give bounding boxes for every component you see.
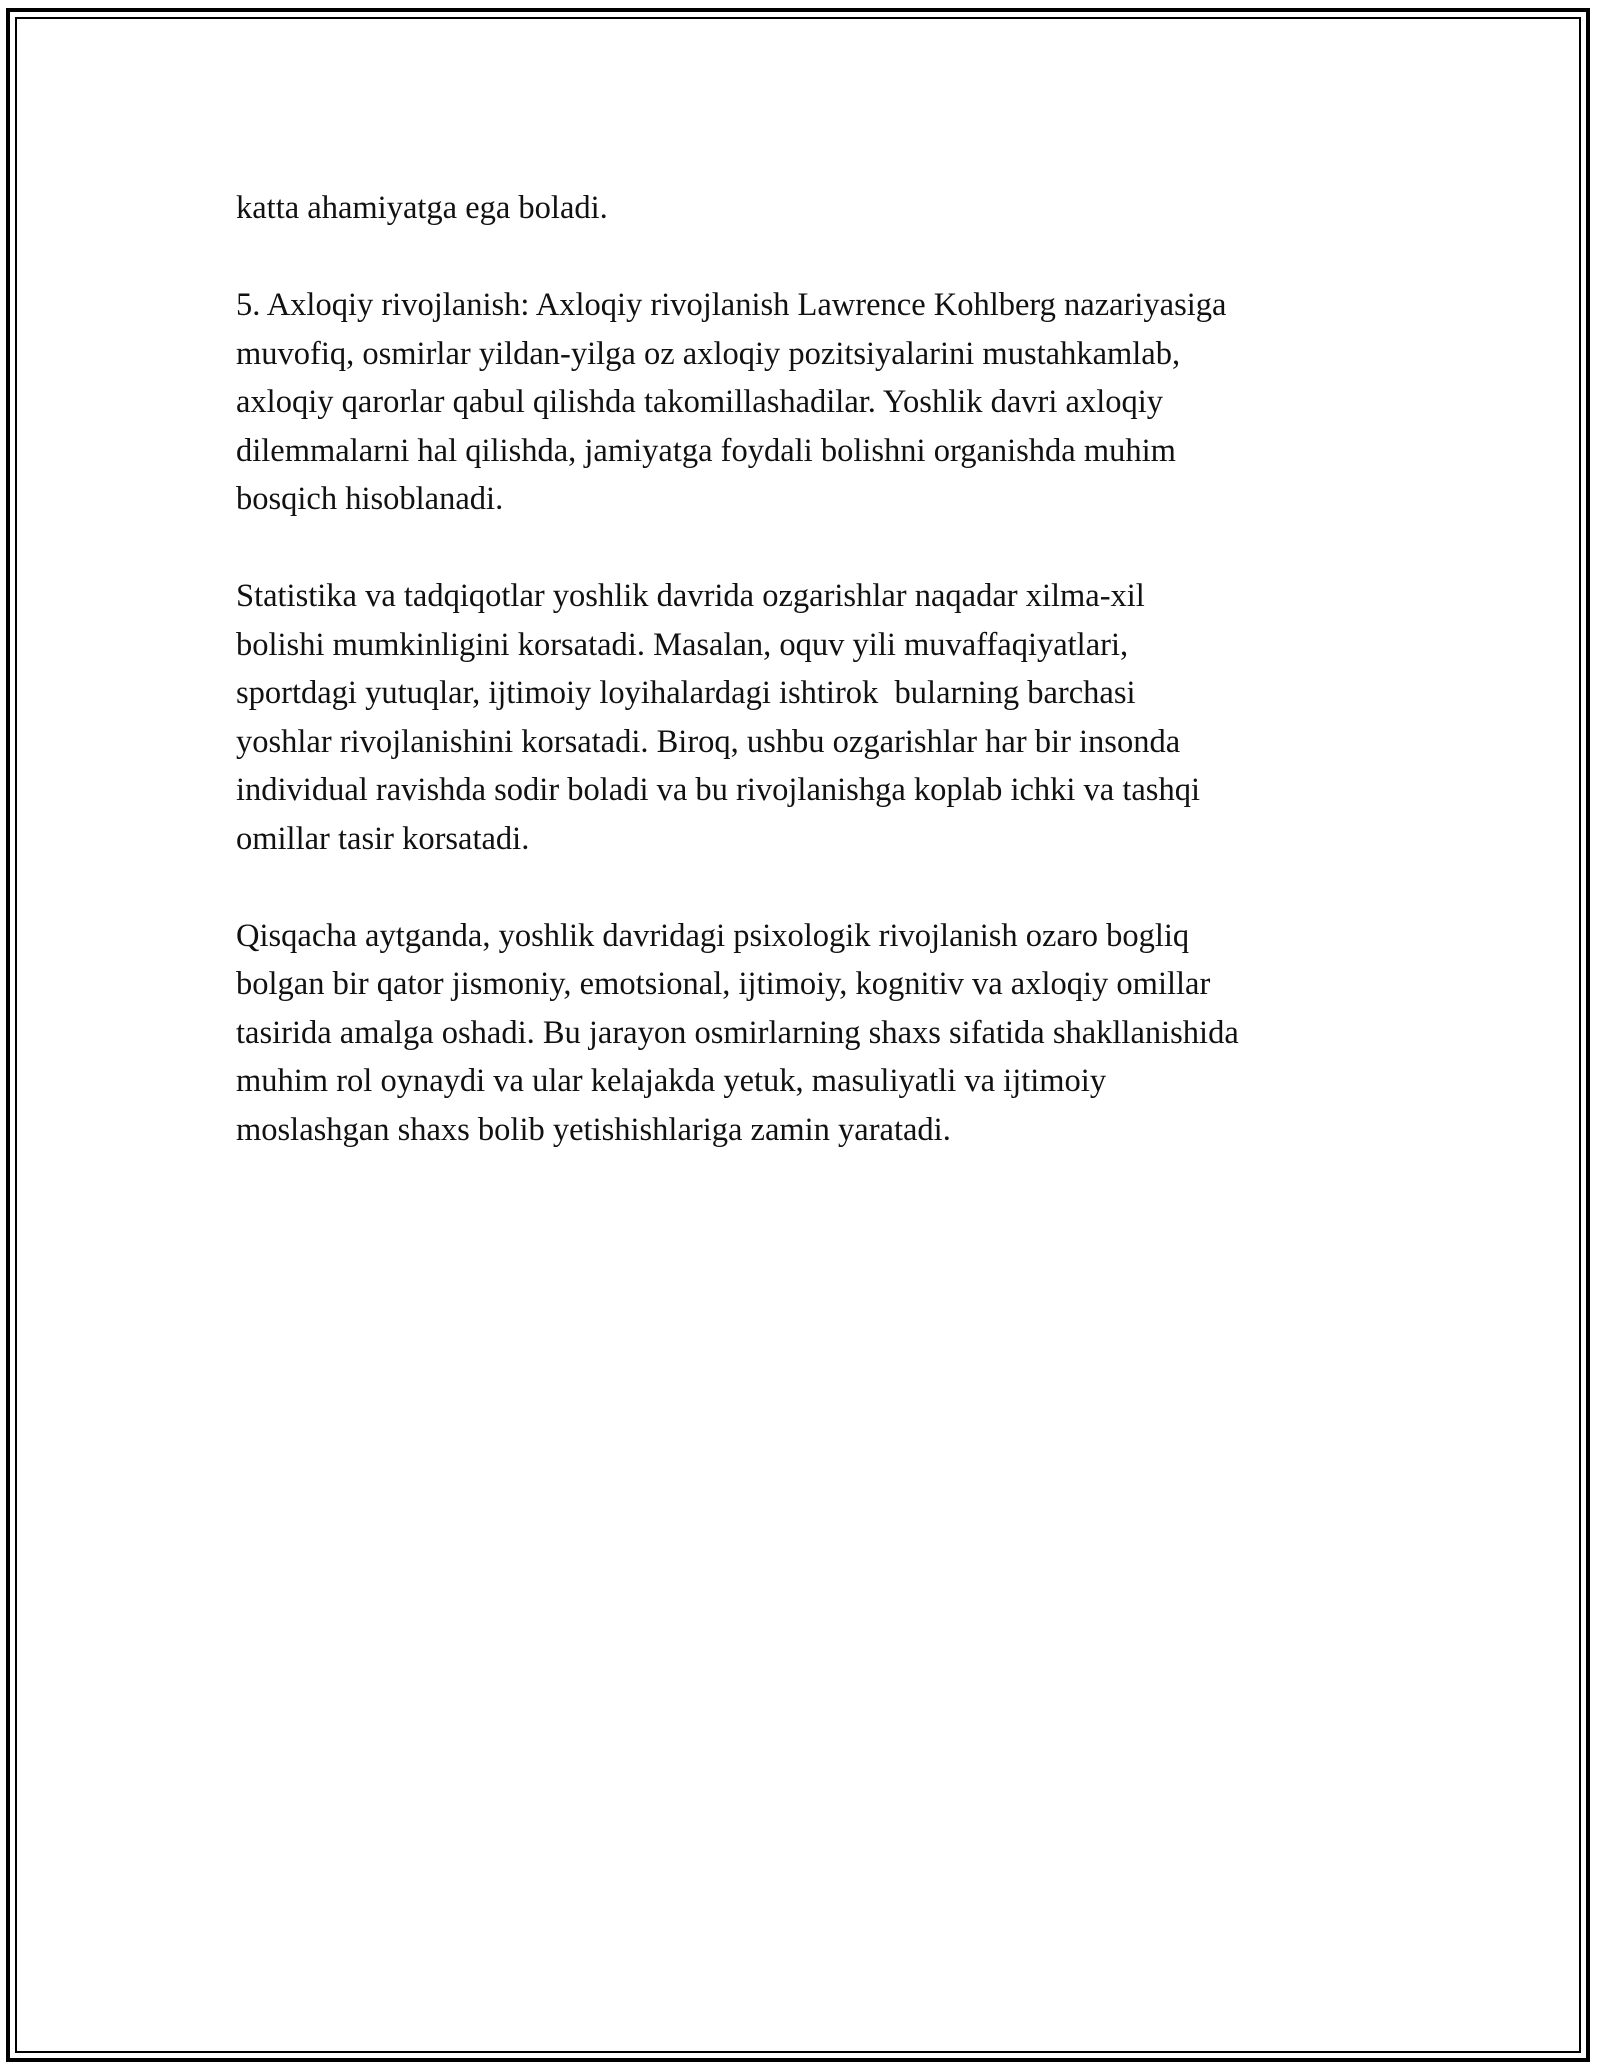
text-line: muhim rol oynaydi va ular kelajakda yetuk, masuliyatli va ijtimoiy (236, 1063, 1107, 1099)
text-line: bolgan bir qator jismoniy, emotsional, ijtimoiy, kognitiv va axloqiy omillar (236, 966, 1211, 1002)
text-line: omillar tasir korsatadi. (236, 820, 530, 857)
text-line: bosqich hisoblanadi. (236, 481, 504, 517)
paragraph-moral-development (236, 281, 1386, 524)
text-line: tasirida amalga oshadi. Bu jarayon osmirlarning shaxs sifatida shakllanishida (236, 1014, 1239, 1051)
text-line: sportdagi yutuqlar, ijtimoiy loyihalardagi ishtirok bularning barchasi (236, 675, 1136, 711)
text-line: individual ravishda sodir boladi va bu rivojlanishga koplab ichki va tashqi (236, 772, 1200, 808)
paragraph-conclusion (236, 912, 1386, 1155)
paragraph-statistics (236, 572, 1386, 863)
text-line: axloqiy qarorlar qabul qilishda takomillashadilar. Yoshlik davri axloqiy (236, 384, 1164, 420)
text-line: muvofiq, osmirlar yildan-yilga oz axloqiy pozitsiyalarini mustahkamlab, (236, 335, 1181, 372)
text-line: bolishi mumkinligini korsatadi. Masalan, oquv yili muvaffaqiyatlari, (236, 626, 1129, 663)
text-line: Statistika va tadqiqotlar yoshlik davrida ozgarishlar naqadar xilma-xil (236, 578, 1145, 614)
text-line: yoshlar rivojlanishini korsatadi. Biroq, ushbu ozgarishlar har bir insonda (236, 723, 1181, 760)
text-line: moslashgan shaxs bolib yetishishlariga zamin yaratadi. (236, 1111, 951, 1148)
text-line: katta ahamiyatga ega boladi. (236, 190, 608, 226)
paragraph-continuation (236, 184, 1386, 233)
document-body (236, 184, 1386, 1203)
text-line: 5. Axloqiy rivojlanish: Axloqiy rivojlanish Lawrence Kohlberg nazariyasiga (236, 287, 1227, 323)
text-line: Qisqacha aytganda, yoshlik davridagi psixologik rivojlanish ozaro bogliq (236, 917, 1190, 954)
text-line: dilemmalarni hal qilishda, jamiyatga foydali bolishni organishda muhim (236, 432, 1176, 469)
